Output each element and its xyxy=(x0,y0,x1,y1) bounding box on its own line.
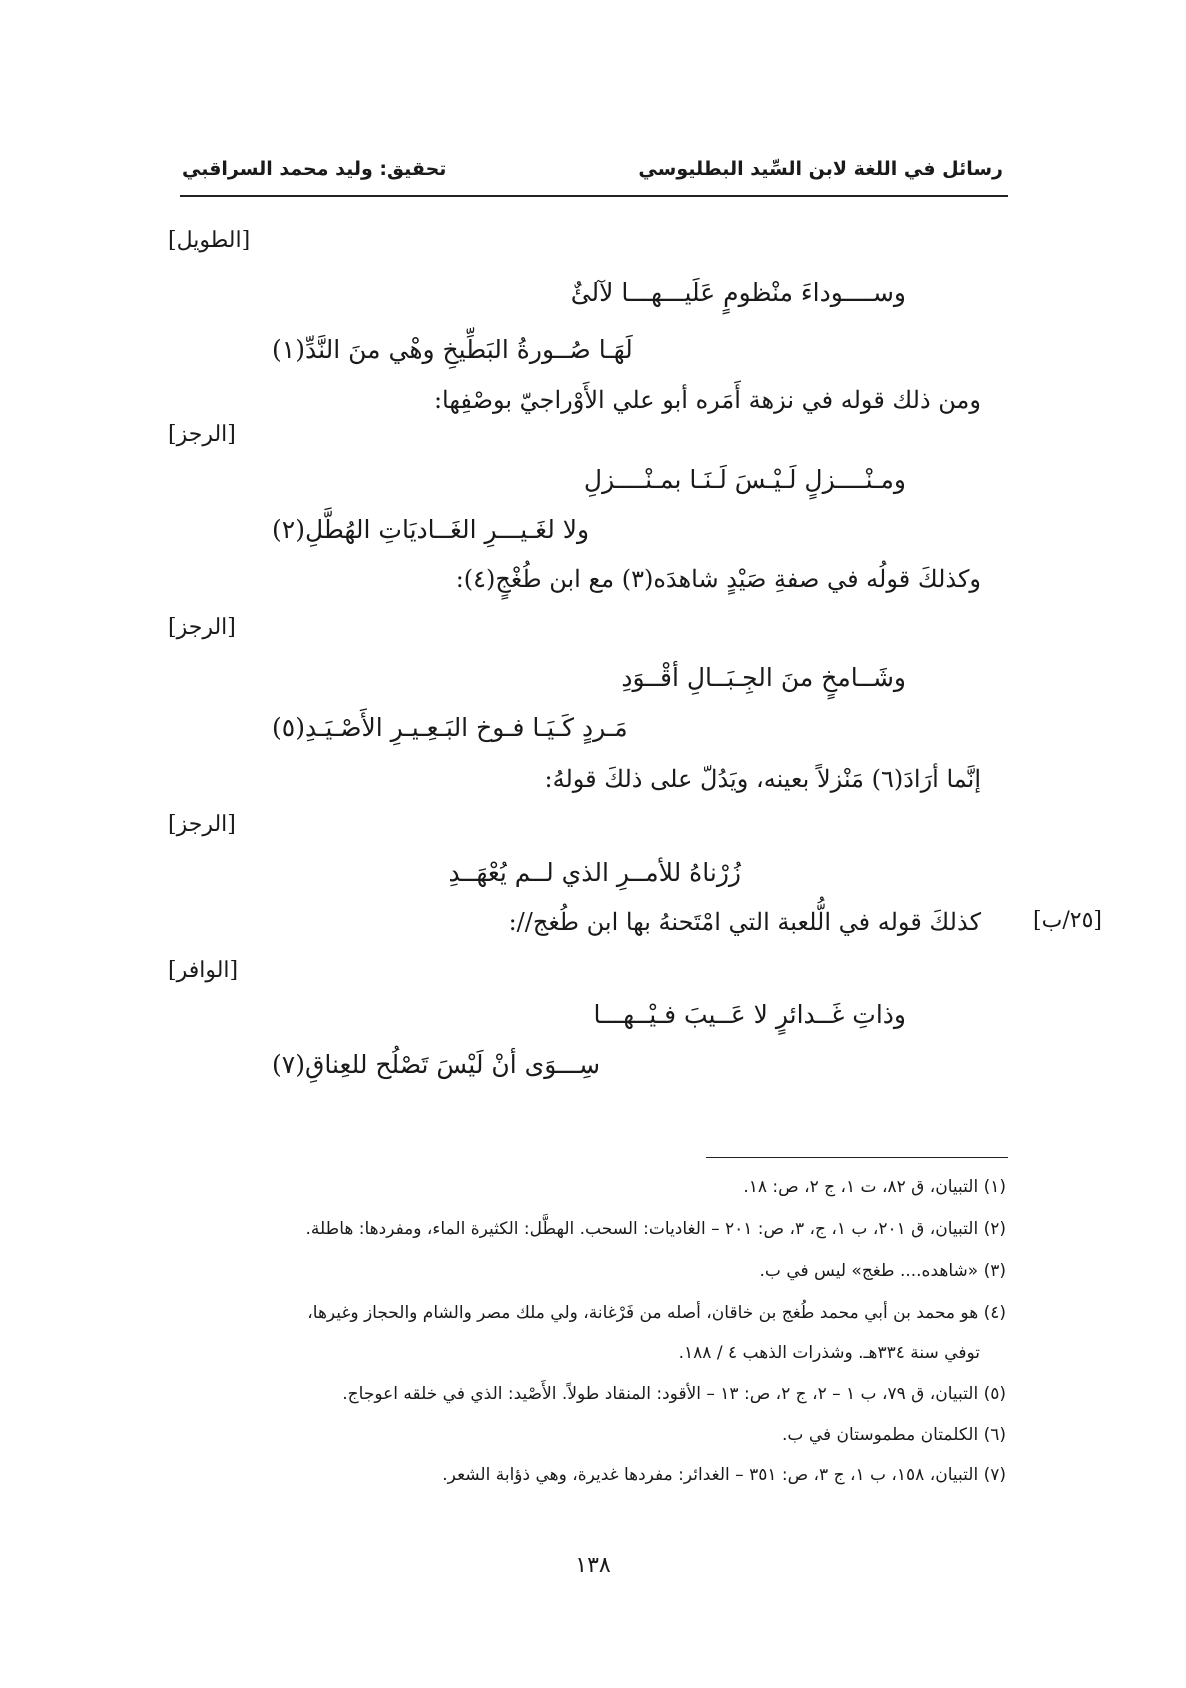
footnote: (٢) التبيان، ق ٢٠١، ب ١، ج، ٣، ص: ٢٠١ – الغاديات: السحب. الهطَّل: الكثيرة الماء، ومفردها: هاطلة. xyxy=(305,1219,1006,1239)
prose-line: وكذلكَ قولُه في صفةِ صَيْدٍ شاهدَه(٣) مع ابن طُغْجٍ(٤): xyxy=(455,565,981,593)
verse-hemistich: وشَــامخٍ منَ الجِـبَــالِ أقْــوَدِ xyxy=(621,663,906,692)
footnote: (٤) هو محمد بن أبي محمد طُغج بن خاقان، أصله من فَرْغانة، ولي ملك مصر والشام والحجاز وغيرها، xyxy=(307,1303,1006,1323)
footnote: (٦) الكلمتان مطموستان في ب. xyxy=(782,1425,1006,1445)
verse-hemistich: مَـردٍ كَـيَـا فـوخ البَـعِـيـرِ الأَصْـيَـدِ(٥) xyxy=(272,713,628,742)
verse-hemistich: ومـنْــــزلٍ لَـيْـسَ لَـنَـا بمـنْــــزلِ xyxy=(583,465,906,494)
footnote-separator xyxy=(706,1157,1008,1158)
verse-hemistich: سِـــوَى أنْ لَيْسَ تَصْلُح للعِناقِ(٧) xyxy=(272,1050,601,1079)
meter-label: [الرجز] xyxy=(168,422,236,447)
footnote: (٧) التبيان، ١٥٨، ب ١، ج ٣، ص: ٣٥١ – الغدائر: مفردها غديرة، وهي ذؤابة الشعر. xyxy=(442,1465,1006,1485)
page-number: ١٣٨ xyxy=(575,1553,611,1578)
footnote-continuation: توفي سنة ٣٣٤هـ. وشذرات الذهب ٤ / ١٨٨. xyxy=(678,1343,980,1363)
editor-credit: تحقيق: وليد محمد السراقبي xyxy=(182,158,447,180)
prose-line: إنَّما أرَادَ(٦) مَنْزلاً بعينه، ويَدُلّ على ذلكَ قولهُ: xyxy=(544,765,981,793)
book-title: رسائل في اللغة لابن السِّيد البطليوسي xyxy=(638,158,1003,180)
verse-hemistich: وســــوداءَ منْظومٍ عَلَيـــهـــا لآلئٌ xyxy=(570,278,906,307)
verse-hemistich: لَهَـا صُــورةُ البَطِّيخِ وهْي منَ النَّدِّ(١) xyxy=(272,335,633,364)
verse-hemistich: ولا لغَـيـــرِ الغَــاديَاتِ الهُطَّلِ(٢) xyxy=(272,515,590,544)
verse-hemistich: وذاتِ غَــدائرٍ لا عَــيبَ فـيْــهـــا xyxy=(593,1000,906,1029)
footnote: (٣) «شاهده.... طغج» ليس في ب. xyxy=(759,1261,1006,1281)
verse-hemistich: زُرْناهُ للأمــرِ الذي لــم يُعْهَــدِ xyxy=(448,858,741,887)
meter-label: [الطويل] xyxy=(168,228,251,253)
footnote: (١) التبيان، ق ٨٢، ت ١، ج ٢، ص: ١٨. xyxy=(743,1177,1006,1197)
prose-line: ومن ذلك قوله في نزهة أَمَره أبو علي الأَوْراجيّ بوصْفِها: xyxy=(433,386,981,414)
folio-marker: [٢٥/ب] xyxy=(1033,908,1102,933)
meter-label: [الرجز] xyxy=(168,615,236,640)
header-rule xyxy=(180,195,1008,197)
prose-line: كذلكَ قوله في الُّلعبة التي امْتَحنهُ بها ابن طُغج//: xyxy=(508,908,981,936)
footnote: (٥) التبيان، ق ٧٩، ب ١ – ٢، ج ٢، ص: ١٣ – الأقود: المنقاد طولاً. الأَصْيد: الذي في خلقه اعوجاج. xyxy=(342,1384,1006,1404)
meter-label: [الرجز] xyxy=(168,812,236,837)
meter-label: [الوافر] xyxy=(168,958,239,983)
